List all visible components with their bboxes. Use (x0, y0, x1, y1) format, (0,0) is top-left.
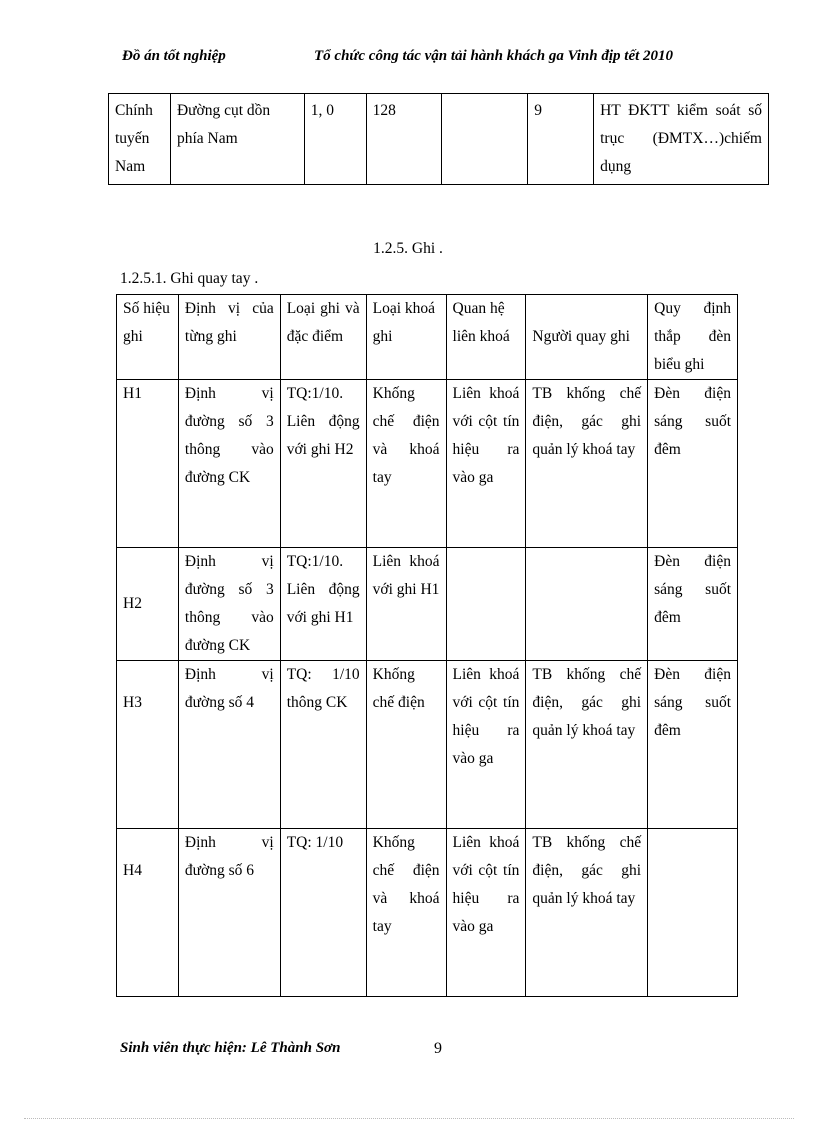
table-cell: 9 (528, 94, 594, 185)
table-cell: Đèn điện sáng suốt đêm (648, 380, 738, 548)
table-header-row (117, 295, 738, 380)
page-number: 9 (434, 1040, 442, 1057)
table-cell: Đèn điện sáng suốt đêm (648, 548, 738, 661)
table-header-cell: Định vị của từng ghi (178, 295, 280, 380)
table-cell: HT ĐKTT kiểm soát số trục (ĐMTX…)chiếm dụng (594, 94, 769, 185)
table-cell: H1 (117, 380, 179, 548)
table-row (117, 829, 738, 997)
table-cell: Liên khoá với cột tín hiệu ra vào ga (446, 829, 526, 997)
table-cell (526, 548, 648, 661)
header-right: Tổ chức công tác vận tải hành khách ga Vinh địp tết 2010 (314, 48, 674, 64)
header-left: Đồ án tốt nghiệp (122, 48, 226, 64)
table-header-cell: Quan hệ liên khoá (446, 295, 526, 380)
table-header-cell: Người quay ghi (526, 295, 648, 380)
table-cell (446, 548, 526, 661)
table-cell: TQ: 1/10 (280, 829, 366, 997)
table-cell: Định vị đường số 3 thông vào đường CK (178, 380, 280, 548)
continued-table (108, 93, 769, 185)
subsection-title: 1.2.5.1. Ghi quay tay . (120, 270, 259, 287)
table-cell: Chính tuyến Nam (109, 94, 171, 185)
table-cell: TQ: 1/10 thông CK (280, 661, 366, 829)
table-cell: TQ:1/10. Liên động với ghi H1 (280, 548, 366, 661)
table-cell: Đèn điện sáng suốt đêm (648, 661, 738, 829)
table-cell: Khống chế điện và khoá tay (366, 829, 446, 997)
section-title: 1.2.5. Ghi . (373, 240, 443, 257)
table-header-cell: Quy định thắp đèn biểu ghi (648, 295, 738, 380)
table-cell: Khống chế điện (366, 661, 446, 829)
table-cell: Định vị đường số 6 (178, 829, 280, 997)
table-cell: TB khống chế điện, gác ghi quản lý khoá tay (526, 829, 648, 997)
table-row (109, 94, 769, 185)
table-cell: TQ:1/10. Liên động với ghi H2 (280, 380, 366, 548)
table-cell: Liên khoá với cột tín hiệu ra vào ga (446, 380, 526, 548)
table-cell: H2 (117, 548, 179, 661)
table-cell: H4 (117, 829, 179, 997)
table-cell (442, 94, 528, 185)
table-cell: Đường cụt dồn phía Nam (170, 94, 304, 185)
table-row (117, 380, 738, 548)
table-cell: Liên khoá với ghi H1 (366, 548, 446, 661)
table-cell: TB khống chế điện, gác ghi quản lý khoá tay (526, 380, 648, 548)
table-cell: 128 (366, 94, 442, 185)
table-cell: Định vị đường số 4 (178, 661, 280, 829)
table-cell: Liên khoá với cột tín hiệu ra vào ga (446, 661, 526, 829)
table-cell: Định vị đường số 3 thông vào đường CK (178, 548, 280, 661)
table-row (117, 661, 738, 829)
switch-table (116, 294, 738, 997)
table-cell: H3 (117, 661, 179, 829)
table-cell: TB khống chế điện, gác ghi quản lý khoá tay (526, 661, 648, 829)
table-cell: Khống chế điện và khoá tay (366, 380, 446, 548)
table-cell: 1, 0 (304, 94, 366, 185)
table-header-cell: Số hiệu ghi (117, 295, 179, 380)
table-header-cell: Loại khoá ghi (366, 295, 446, 380)
table-row (117, 548, 738, 661)
page-footer: Sinh viên thực hiện: Lê Thành Sơn (120, 1040, 341, 1056)
table-header-cell: Loại ghi và đặc điểm (280, 295, 366, 380)
page-divider (24, 1118, 794, 1119)
table-cell (648, 829, 738, 997)
